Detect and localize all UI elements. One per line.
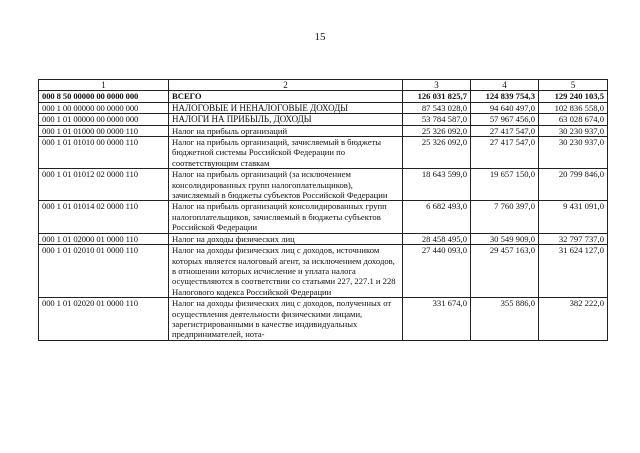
table-row — [39, 114, 608, 125]
value-cell: 9 431 091,0 — [539, 201, 608, 233]
value-cell: 30 549 909,0 — [471, 233, 539, 244]
value-cell: 7 760 397,0 — [471, 201, 539, 233]
value-cell: 94 640 497,0 — [471, 102, 539, 113]
code-cell: 000 1 01 02010 01 0000 110 — [39, 245, 169, 298]
value-cell: 31 624 127,0 — [539, 245, 608, 298]
value-cell: 124 839 754,3 — [471, 91, 539, 102]
column-number: 4 — [471, 80, 539, 91]
value-cell: 27 417 547,0 — [471, 125, 539, 136]
column-number: 1 — [39, 80, 169, 91]
value-cell: 57 967 456,0 — [471, 114, 539, 125]
name-cell: Налог на прибыль организаций — [169, 125, 403, 136]
value-cell: 27 417 547,0 — [471, 137, 539, 169]
name-cell: НАЛОГИ НА ПРИБЫЛЬ, ДОХОДЫ — [169, 114, 403, 125]
code-cell: 000 1 01 01010 00 0000 110 — [39, 137, 169, 169]
column-number: 2 — [169, 80, 403, 91]
value-cell: 126 031 825,7 — [403, 91, 471, 102]
code-cell: 000 1 01 02000 01 0000 110 — [39, 233, 169, 244]
code-cell: 000 1 01 01014 02 0000 110 — [39, 201, 169, 233]
name-cell: Налог на прибыль организаций консолидированных групп налогоплательщиков, зачисляемый в бюджеты субъектов Российской Федерации — [169, 201, 403, 233]
value-cell: 87 543 028,0 — [403, 102, 471, 113]
name-cell: НАЛОГОВЫЕ И НЕНАЛОГОВЫЕ ДОХОДЫ — [169, 102, 403, 113]
value-cell: 32 797 737,0 — [539, 233, 608, 244]
value-cell: 28 458 495,0 — [403, 233, 471, 244]
column-number: 3 — [403, 80, 471, 91]
table-row — [39, 169, 608, 201]
code-cell: 000 1 01 00000 00 0000 000 — [39, 114, 169, 125]
table-row — [39, 298, 608, 341]
code-cell: 000 1 00 00000 00 0000 000 — [39, 102, 169, 113]
value-cell: 382 222,0 — [539, 298, 608, 341]
name-cell: Налог на доходы физических лиц — [169, 233, 403, 244]
value-cell: 30 230 937,0 — [539, 125, 608, 136]
table-row — [39, 125, 608, 136]
value-cell: 25 326 092,0 — [403, 137, 471, 169]
code-cell: 000 1 01 01012 02 0000 110 — [39, 169, 169, 201]
value-cell: 27 440 093,0 — [403, 245, 471, 298]
code-cell: 000 8 50 00000 00 0000 000 — [39, 91, 169, 102]
name-cell: Налог на доходы физических лиц с доходов, источником которых является налоговый агент, за исключением доходов, в отношении которых исчисление и уплата налога осуществляются в соответствии со статьями 227, 227.1 и 228 Налогового кодекса Российской Федерации — [169, 245, 403, 298]
table-row — [39, 137, 608, 169]
name-cell: Налог на доходы физических лиц с доходов, полученных от осуществления деятельности физическими лицами, зарегистрированными в качестве индивидуальных предпринимателей, нота- — [169, 298, 403, 341]
value-cell: 19 657 150,0 — [471, 169, 539, 201]
table-row — [39, 102, 608, 113]
table-row — [39, 201, 608, 233]
table-row — [39, 233, 608, 244]
column-number: 5 — [539, 80, 608, 91]
value-cell: 355 886,0 — [471, 298, 539, 341]
column-number-row — [39, 80, 608, 91]
value-cell: 63 028 674,0 — [539, 114, 608, 125]
code-cell: 000 1 01 01000 00 0000 110 — [39, 125, 169, 136]
value-cell: 53 784 587,0 — [403, 114, 471, 125]
value-cell: 18 643 599,0 — [403, 169, 471, 201]
name-cell: ВСЕГО — [169, 91, 403, 102]
value-cell: 129 240 103,5 — [539, 91, 608, 102]
page-number: 15 — [314, 31, 326, 43]
name-cell: Налог на прибыль организаций (за исключением консолидированных групп налогоплательщиков), зачисляемый в бюджеты субъектов Российской Федерации — [169, 169, 403, 201]
table-row — [39, 245, 608, 298]
value-cell: 331 674,0 — [403, 298, 471, 341]
value-cell: 6 682 493,0 — [403, 201, 471, 233]
table-row — [39, 91, 608, 102]
value-cell: 30 230 937,0 — [539, 137, 608, 169]
code-cell: 000 1 01 02020 01 0000 110 — [39, 298, 169, 341]
revenue-table — [38, 79, 608, 341]
name-cell: Налог на прибыль организаций, зачисляемый в бюджеты бюджетной системы Российской Федерации по соответствующим ставкам — [169, 137, 403, 169]
value-cell: 102 836 558,0 — [539, 102, 608, 113]
value-cell: 20 799 846,0 — [539, 169, 608, 201]
value-cell: 29 457 163,0 — [471, 245, 539, 298]
value-cell: 25 326 092,0 — [403, 125, 471, 136]
